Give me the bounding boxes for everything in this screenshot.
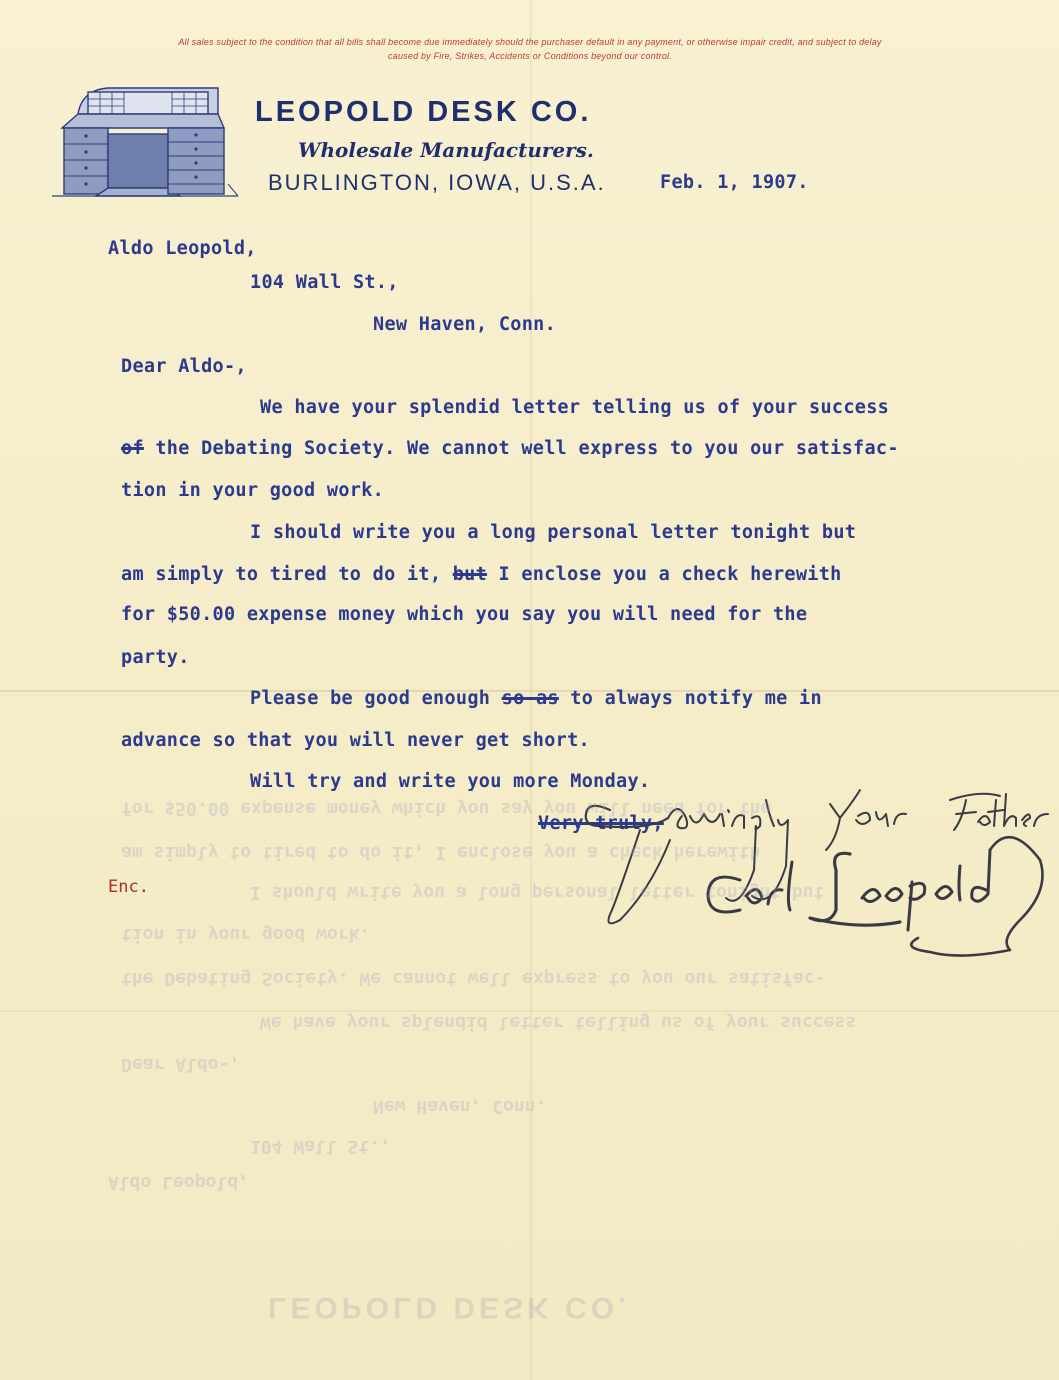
body-line (121, 564, 842, 585)
struck-closing: Very truly, (538, 813, 664, 834)
body-line: advance so that you will never get short. (121, 730, 590, 751)
struck-word: but (452, 564, 488, 585)
sales-disclaimer-line-1: All sales subject to the condition that all bills shall become due immediately should the purchaser default in any payment, or otherwise impair credit, and subject to delay (178, 37, 882, 47)
company-subtitle: Wholesale Manufacturers. (298, 138, 594, 162)
body-line: tion in your good work. (121, 480, 385, 501)
struck-word: of (121, 438, 144, 459)
ghost-offset-line: New Haven, Conn. (373, 1096, 547, 1117)
sales-disclaimer-line-2: caused by Fire, Strikes, Accidents or Conditions beyond our control. (388, 51, 672, 61)
ghost-offset-line: am simply to tired to do it, I enclose you a check herewith (121, 842, 761, 863)
body-line-text: I enclose you a check herewith (487, 564, 842, 585)
body-line: We have your splendid letter telling us of your success (260, 397, 890, 418)
ghost-offset-line: We have your splendid letter telling us of your success (260, 1012, 857, 1033)
letter-date: Feb. 1, 1907. (660, 172, 809, 193)
ghost-offset-line: Dear Aldo-, (121, 1054, 241, 1075)
salutation: Dear Aldo-, (121, 356, 247, 377)
body-line-text: to always notify me in (558, 688, 822, 709)
roll-top-desk-icon (48, 84, 240, 204)
body-line (121, 438, 899, 459)
body-line-text: am simply to tired to do it, (121, 564, 453, 585)
company-name: LEOPOLD DESK CO. (255, 96, 592, 128)
ghost-offset-line: for $50.00 expense money which you say you will need for the (121, 798, 772, 819)
enclosure-note: Enc. (108, 877, 149, 897)
company-location: BURLINGTON, IOWA, U.S.A. (268, 170, 606, 195)
recipient-city: New Haven, Conn. (373, 314, 557, 335)
recipient-street: 104 Wall St., (250, 272, 399, 293)
ghost-offset-line: the Debating Society. We cannot well express to you our satisfac- (121, 968, 826, 989)
recipient-name: Aldo Leopold, (108, 238, 257, 259)
body-line: Will try and write you more Monday. (250, 771, 651, 792)
struck-word: so as (501, 688, 559, 709)
ghost-offset-letterhead: LEOPOLD DESK CO. (268, 1291, 631, 1324)
body-line (250, 688, 822, 709)
body-line-text: the Debating Society. We cannot well express to you our satisfac- (143, 438, 899, 459)
ghost-offset-line: tion in your good work. (121, 924, 371, 945)
ghost-offset-line: I should write you a long personal letter tonight but (250, 882, 825, 903)
body-line: party. (121, 647, 190, 668)
ghost-offset-line: 104 Wall St., (250, 1136, 391, 1157)
body-line: for $50.00 expense money which you say you will need for the (121, 604, 808, 625)
ghost-offset-line: Aldo Leopold, (108, 1172, 249, 1193)
body-line-text: Please be good enough (250, 688, 502, 709)
body-line: I should write you a long personal letter tonight but (250, 522, 857, 543)
